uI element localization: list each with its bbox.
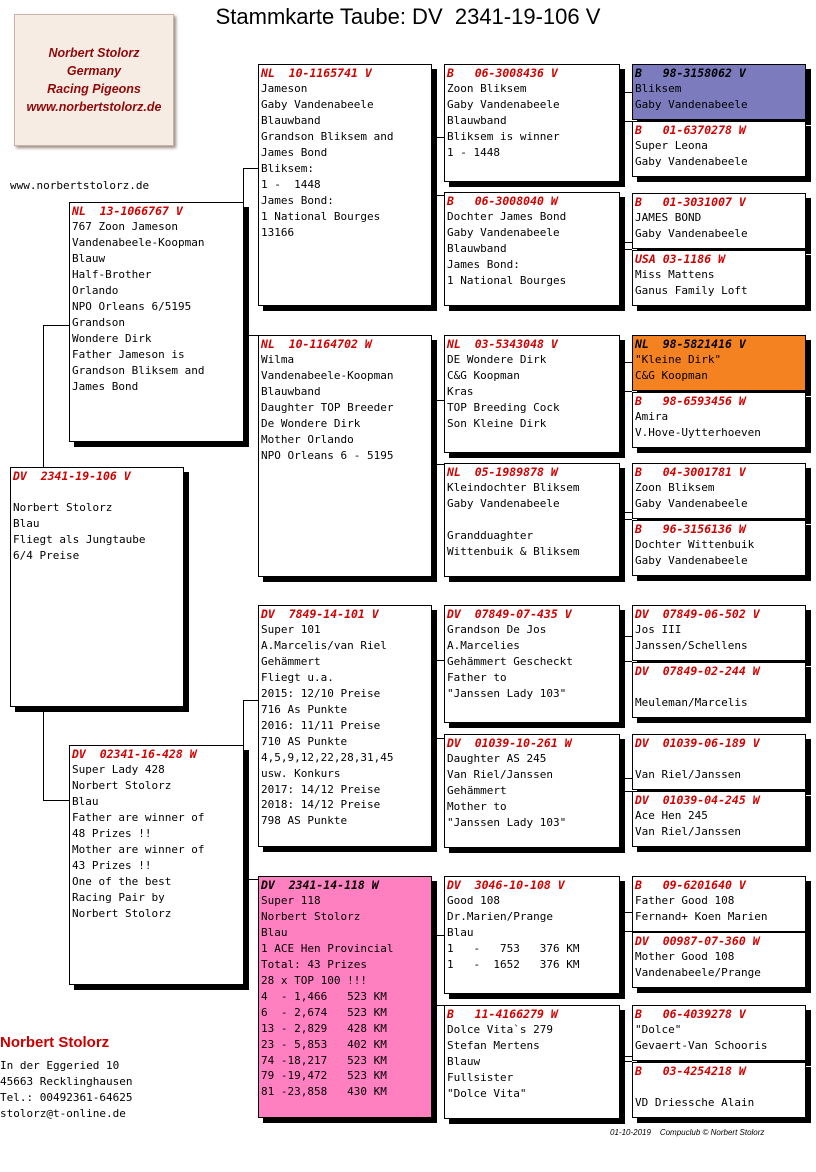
pigeon-info-line: [633, 1079, 805, 1095]
pigeon-info-line: Fliegt als Jungtaube: [13, 532, 146, 546]
connector-line: [43, 325, 69, 470]
pigeon-info-line: Blau: [72, 794, 99, 808]
pigeon-info-line: Bliksem is winner: [447, 129, 560, 143]
pigeon-info-line: 6/4 Preise: [13, 548, 80, 562]
email-line: stolorz@t-online.de: [0, 1107, 126, 1120]
pigeon-info-line: Mother are winner of: [72, 842, 205, 856]
ring-number: B 01-3031007 V: [635, 195, 746, 209]
pigeon-info-line: 2018: 14/12 Preise: [261, 798, 381, 812]
ring-number: B 98-6593456 W: [635, 394, 746, 408]
pigeon-card-mm: [258, 876, 432, 1118]
pigeon-info-line: TOP Breeding Cock: [447, 400, 560, 414]
pigeon-info-line: 81 -23,858 430 KM: [261, 1085, 387, 1099]
connector-line: [619, 362, 632, 392]
pigeon-info-line: Vandenabeele/Prange: [635, 965, 761, 979]
pigeon-card-fmm: [444, 463, 620, 577]
pigeon-info-line: Super 118: [261, 894, 321, 907]
pigeon-info-line: Meuleman/Marcelis: [635, 695, 748, 709]
pigeon-card-mmf: [444, 876, 620, 994]
pigeon-info-line: Blau: [261, 925, 288, 939]
pigeon-info-line: 48 Prizes !!: [72, 826, 152, 840]
pigeon-info-line: Vandenabeele-Koopman: [261, 368, 394, 382]
pigeon-card-mmm: [444, 1005, 620, 1119]
pigeon-info-line: 2017: 14/12 Preise: [261, 782, 381, 796]
pigeon-info-line: Norbert Stolorz: [261, 909, 361, 923]
pigeon-info-line: Dochter James Bond: [447, 210, 567, 223]
pigeon-info-line: "Dolce Vita": [447, 1086, 527, 1100]
pigeon-info-line: Blauw: [447, 1054, 481, 1068]
ring-number: NL 10-1165741 V: [261, 66, 372, 80]
pigeon-info-line: Vandenabeele-Koopman: [72, 235, 205, 249]
pigeon-info-line: Gaby Vandenabeele: [261, 97, 374, 111]
pigeon-card-g6: [632, 392, 806, 448]
ring-number: DV 3046-10-108 V: [447, 878, 565, 892]
connector-line: [619, 1056, 632, 1062]
pigeon-info-line: Blauwband: [447, 241, 507, 255]
pigeon-info-line: Zoon Bliksem: [447, 82, 527, 95]
pigeon-info-line: 6 - 2,674 523 KM: [261, 1005, 387, 1019]
pigeon-info-line: 4 - 1,466 523 KM: [261, 989, 387, 1003]
pigeon-info-line: Van Riel/Janssen: [635, 824, 741, 838]
pigeon-info-line: 1 - 1448: [447, 145, 500, 159]
pigeon-info-line: Blauwband: [261, 113, 321, 127]
ring-number: B 06-4039278 V: [635, 1007, 746, 1021]
pigeon-info-line: Gaby Vandenabeele: [447, 225, 560, 239]
pigeon-info-line: 43 Prizes !!: [72, 858, 152, 872]
ring-number: B 96-3156136 W: [635, 522, 746, 536]
pigeon-card-fff: [444, 64, 620, 182]
connector-line: [243, 700, 258, 880]
pigeon-card-g4: [632, 250, 806, 306]
pigeon-card-g13: [632, 876, 806, 932]
ring-number: DV 2341-14-118 W: [261, 878, 379, 892]
pigeon-info-line: Gevaert-Van Schooris: [635, 1038, 768, 1052]
pigeon-info-line: 2015: 12/10 Preise: [261, 686, 381, 700]
breeder-address: [0, 1034, 132, 1122]
pigeon-info-line: 1 National Bourges: [447, 273, 567, 287]
pigeon-card-g2: [632, 121, 806, 177]
footer-credit: 01-10-2019 Compuclub © Norbert Stolorz: [610, 1128, 765, 1137]
pigeon-info-line: 1 - 753 376 KM: [447, 941, 580, 955]
pigeon-info-line: Son Kleine Dirk: [447, 416, 547, 430]
connector-line: [619, 912, 632, 932]
logo-line: www.norbertstolorz.de: [26, 100, 162, 114]
pigeon-info-line: Bliksem: [635, 82, 682, 95]
pigeon-info-line: Father to: [447, 670, 507, 684]
phone-line: Tel.: 00492361-64625: [0, 1091, 133, 1104]
logo-line: Racing Pigeons: [47, 82, 141, 96]
pigeon-card-g9: [632, 605, 806, 661]
pigeon-card-g7: [632, 463, 806, 519]
connector-line: [619, 778, 632, 792]
ring-number: DV 01039-10-261 W: [447, 736, 572, 750]
connector-line: [619, 92, 632, 122]
pigeon-info-line: One of the best: [72, 874, 172, 888]
pigeon-info-line: [633, 679, 805, 695]
pigeon-info-line: Father Jameson is: [72, 347, 185, 361]
pigeon-info-line: A.Marcelies: [447, 638, 520, 652]
pigeon-info-line: 1 - 1448: [261, 177, 321, 191]
ring-number: NL 13-1066767 V: [72, 204, 183, 218]
pigeon-info-line: Super Leona: [635, 139, 708, 152]
pigeon-info-line: Grandson: [72, 315, 125, 329]
ring-number: DV 02341-16-428 W: [72, 747, 197, 761]
pigeon-info-line: Father Good 108: [635, 894, 735, 907]
pigeon-info-line: Good 108: [447, 894, 500, 907]
pigeon-info-line: Mother Orlando: [261, 432, 354, 446]
connector-line: [431, 400, 444, 465]
pigeon-info-line: Jos III: [635, 623, 682, 636]
pigeon-card-g16: [632, 1062, 806, 1118]
pigeon-info-line: Orlando: [72, 283, 119, 297]
pigeon-info-line: Amira: [635, 410, 669, 423]
pigeon-info-line: [633, 751, 805, 767]
pigeon-card-mother: [69, 745, 244, 985]
ring-number: B 06-3008436 V: [447, 66, 558, 80]
pigeon-info-line: De Wondere Dirk: [261, 416, 361, 430]
pigeon-info-line: [445, 512, 619, 528]
connector-line: [43, 708, 69, 801]
pigeon-info-line: 1 ACE Hen Provincial: [261, 941, 394, 955]
pigeon-info-line: V.Hove-Uytterhoeven: [635, 425, 761, 439]
pigeon-info-line: Blau: [447, 925, 474, 939]
logo-line: Norbert Stolorz: [48, 46, 140, 60]
pigeon-info-line: [11, 484, 183, 500]
pigeon-info-line: Racing Pair by: [72, 890, 165, 904]
pigeon-info-line: Gaby Vandenabeele: [447, 496, 560, 510]
pigeon-card-mfm: [444, 734, 620, 848]
address-line: In der Eggeried 10: [0, 1059, 120, 1072]
pigeon-info-line: Dochter Wittenbuik: [635, 538, 755, 551]
pigeon-card-mff: [444, 605, 620, 723]
pigeon-info-line: VD Driessche Alain: [635, 1095, 755, 1109]
ring-number: B 11-4166279 W: [447, 1007, 558, 1021]
pigeon-info-line: Wittenbuik & Bliksem: [447, 544, 580, 558]
pigeon-card-fm: [258, 335, 432, 577]
ring-number: DV 07849-06-502 V: [635, 607, 760, 621]
pigeon-info-line: Gaby Vandenabeele: [635, 553, 748, 567]
pigeon-info-line: Daughter AS 245: [447, 752, 547, 765]
ring-number: DV 07849-02-244 W: [635, 664, 760, 678]
pigeon-card-ff: [258, 64, 432, 306]
pigeon-info-line: Jameson: [261, 82, 308, 95]
pigeon-info-line: Gaby Vandenabeele: [635, 97, 748, 111]
pigeon-card-mf: [258, 605, 432, 847]
pigeon-info-line: Blauw: [72, 251, 106, 265]
ring-number: USA 03-1186 W: [635, 252, 726, 266]
pigeon-card-g1: [632, 64, 806, 120]
pigeon-info-line: Wondere Dirk: [72, 331, 152, 345]
pigeon-info-line: 1 - 1652 376 KM: [447, 957, 580, 971]
pigeon-info-line: Van Riel/Janssen: [635, 767, 741, 781]
pigeon-info-line: Blauwband: [447, 113, 507, 127]
pigeon-info-line: Mother to: [447, 799, 507, 813]
pigeon-info-line: JAMES BOND: [635, 211, 702, 224]
pigeon-info-line: James Bond:: [261, 193, 334, 207]
connector-line: [619, 636, 632, 662]
connector-line: [431, 660, 444, 739]
pigeon-card-g15: [632, 1005, 806, 1061]
pigeon-info-line: A.Marcelis/van Riel: [261, 638, 387, 652]
breeder-logo: [14, 14, 174, 146]
pigeon-info-line: Gaby Vandenabeele: [635, 496, 748, 510]
pigeon-info-line: 79 -19,472 523 KM: [261, 1069, 387, 1083]
pigeon-info-line: C&G Koopman: [635, 368, 708, 382]
pigeon-info-line: 767 Zoon Jameson: [72, 220, 178, 233]
pigeon-card-g5: [632, 335, 806, 391]
pigeon-info-line: usw. Konkurs: [261, 766, 341, 780]
connector-line: [431, 137, 444, 196]
pigeon-info-line: Super Lady 428: [72, 763, 165, 776]
pigeon-info-line: 1 National Bourges: [261, 209, 381, 223]
pigeon-card-father: [69, 202, 244, 442]
ring-number: DV 01039-04-245 W: [635, 793, 760, 807]
pigeon-info-line: C&G Koopman: [447, 368, 520, 382]
pigeon-info-line: James Bond: [261, 145, 328, 159]
pigeon-info-line: NPO Orleans 6/5195: [72, 299, 192, 313]
pigeon-info-line: Super 101: [261, 623, 321, 636]
ring-number: B 01-6370278 W: [635, 123, 746, 137]
pigeon-info-line: Gaby Vandenabeele: [635, 154, 748, 168]
pigeon-info-line: Half-Brother: [72, 267, 152, 281]
pigeon-card-g10: [632, 662, 806, 718]
pigeon-info-line: Ace Hen 245: [635, 809, 708, 822]
pigeon-info-line: 74 -18,217 523 KM: [261, 1053, 387, 1067]
pigeon-info-line: Kleindochter Bliksem: [447, 481, 580, 494]
pigeon-info-line: Fernand+ Koen Marien: [635, 909, 768, 923]
pigeon-info-line: "Kleine Dirk": [635, 353, 722, 366]
ring-number: NL 03-5343048 V: [447, 337, 558, 351]
pigeon-info-line: Gaby Vandenabeele: [447, 97, 560, 111]
pigeon-info-line: James Bond:: [447, 257, 520, 271]
connector-line: [243, 168, 258, 336]
pigeon-info-line: Gehämmert: [447, 783, 507, 797]
pigeon-info-line: Van Riel/Janssen: [447, 767, 553, 781]
ring-number: B 03-4254218 W: [635, 1064, 746, 1078]
pigeon-info-line: "Janssen Lady 103": [447, 686, 567, 700]
ring-number: B 06-3008040 W: [447, 194, 558, 208]
pigeon-info-line: Father are winner of: [72, 810, 205, 824]
connector-line: [431, 935, 444, 1006]
pigeon-info-line: Grandduaghter: [447, 528, 534, 542]
pigeon-info-line: Miss Mattens: [635, 268, 715, 281]
ring-number: B 04-3001781 V: [635, 465, 746, 479]
pigeon-info-line: Wilma: [261, 353, 295, 366]
ring-number: B 09-6201640 V: [635, 878, 746, 892]
pigeon-info-line: Gehämmert Gescheckt: [447, 654, 573, 668]
ring-number: DV 2341-19-106 V: [13, 469, 131, 483]
pigeon-card-g12: [632, 791, 806, 847]
pigeon-info-line: 710 AS Punkte: [261, 734, 348, 748]
logo-line: Germany: [66, 64, 122, 78]
pigeon-card-subject: [10, 467, 184, 707]
pigeon-info-line: Norbert Stolorz: [72, 778, 172, 792]
pigeon-info-line: Gaby Vandenabeele: [635, 226, 748, 240]
ring-number: B 98-3158062 V: [635, 66, 746, 80]
pigeon-info-line: 13166: [261, 225, 295, 239]
pigeon-info-line: Zoon Bliksem: [635, 481, 715, 494]
ring-number: NL 10-1164702 W: [261, 337, 372, 351]
ring-number: DV 7849-14-101 V: [261, 607, 379, 621]
ring-number: DV 07849-07-435 V: [447, 607, 572, 621]
pigeon-info-line: Dr.Marien/Prange: [447, 909, 553, 923]
connector-line: [619, 242, 632, 250]
pigeon-info-line: Grandson Bliksem and: [261, 129, 394, 143]
ring-number: NL 05-1989878 W: [447, 465, 558, 479]
pigeon-card-g11: [632, 734, 806, 790]
pigeon-info-line: Bliksem:: [261, 161, 314, 175]
pigeon-info-line: Janssen/Schellens: [635, 638, 748, 652]
pigeon-info-line: 13 - 2,829 428 KM: [261, 1021, 387, 1035]
pigeon-card-g3: [632, 193, 806, 249]
pigeon-card-ffm: [444, 192, 620, 306]
ring-number: DV 00987-07-360 W: [635, 934, 760, 948]
ring-number: DV 01039-06-189 V: [635, 736, 760, 750]
pigeon-info-line: "Janssen Lady 103": [447, 815, 567, 829]
website-text: www.norbertstolorz.de: [10, 179, 150, 192]
pigeon-info-line: Mother Good 108: [635, 950, 735, 963]
pigeon-info-line: DE Wondere Dirk: [447, 353, 547, 366]
pigeon-info-line: Norbert Stolorz: [13, 500, 113, 514]
pigeon-info-line: James Bond: [72, 379, 139, 393]
pigeon-info-line: Gehämmert: [261, 654, 321, 668]
breeder-name: Norbert Stolorz: [0, 1034, 110, 1051]
pigeon-info-line: Blau: [13, 516, 40, 530]
pigeon-info-line: Fliegt u.a.: [261, 670, 334, 684]
pigeon-info-line: Total: 43 Prizes: [261, 957, 367, 971]
pigeon-info-line: NPO Orleans 6 - 5195: [261, 448, 394, 462]
pigeon-info-line: 23 - 5,853 402 KM: [261, 1037, 387, 1051]
pigeon-info-line: Kras: [447, 384, 474, 398]
pigeon-info-line: Norbert Stolorz: [72, 906, 172, 920]
page-title: Stammkarte Taube: DV 2341-19-106 V: [215, 4, 601, 29]
pigeon-info-line: Grandson De Jos: [447, 623, 547, 636]
pigeon-info-line: Ganus Family Loft: [635, 283, 748, 297]
pigeon-info-line: Grandson Bliksem and: [72, 363, 205, 377]
pigeon-card-g8: [632, 520, 806, 576]
pigeon-info-line: 28 x TOP 100 !!!: [261, 973, 367, 987]
pigeon-card-fmf: [444, 335, 620, 453]
pigeon-info-line: 798 AS Punkte: [261, 814, 348, 828]
pigeon-info-line: 4,5,9,12,22,28,31,45: [261, 750, 394, 764]
address-line: 45663 Recklinghausen: [0, 1075, 133, 1088]
pigeon-info-line: 716 As Punkte: [261, 702, 348, 716]
ring-number: NL 98-5821416 V: [635, 337, 746, 351]
pigeon-info-line: 2016: 11/11 Preise: [261, 718, 381, 732]
pigeon-info-line: "Dolce": [635, 1023, 682, 1036]
pigeon-info-line: Fullsister: [447, 1070, 514, 1084]
pigeon-info-line: Blauwband: [261, 384, 321, 398]
pigeon-info-line: Daughter TOP Breeder: [261, 400, 394, 414]
pigeon-info-line: Stefan Mertens: [447, 1038, 540, 1052]
pigeon-card-g14: [632, 932, 806, 988]
connector-line: [619, 512, 632, 520]
pigeon-info-line: Dolce Vita`s 279: [447, 1023, 553, 1036]
